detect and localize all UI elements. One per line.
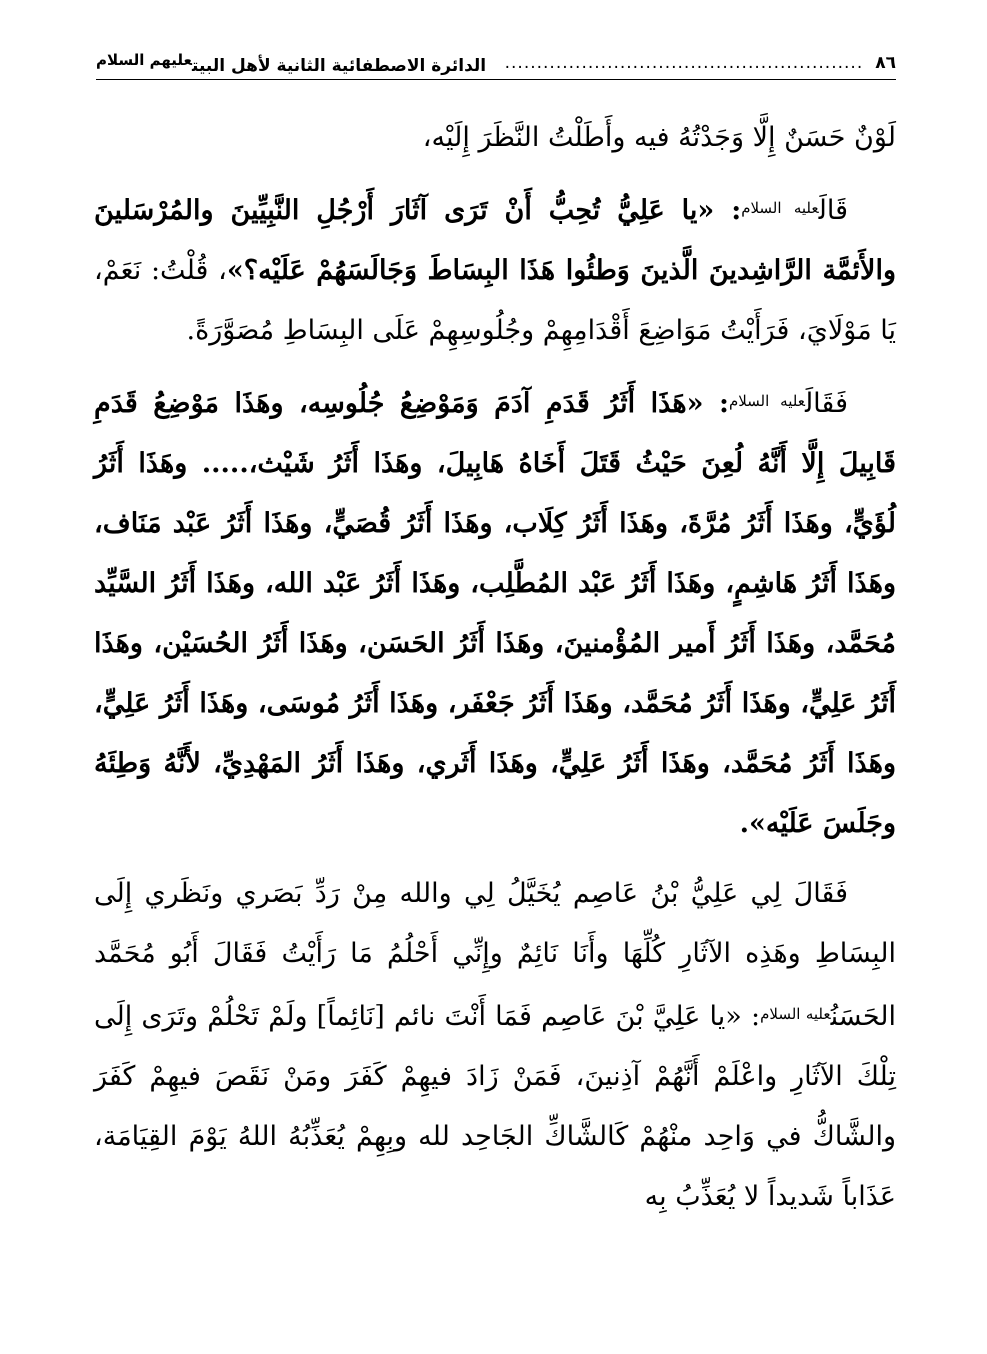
paragraph-2-honorific: عليه السلام (741, 199, 819, 217)
paragraph-4-rest: : «يا عَلِيَّ بْنَ عَاصِم فَمَا أَنْتَ نائم [نَائِماً] ولَمْ تَحْلُمْ وتَرَى إِلَى تِلْكَ الآثَارِ واعْلَمْ أَنَّهُمْ آذِنينَ، فَمَنْ زَادَ فيهِمْ كَفَرَ ومَنْ نَقَصَ فيهِمْ كَفَرَ والشَّاكُّ في وَاحِد منْهُمْ كَالشَّاكِّ الجَاحِد لله وبِهِمْ يُعَذِّبُهُ اللهُ يَوْمَ القِيَامَة، عَذَاباً شَديداً لا يُعَذِّبُ بِه (94, 1001, 896, 1212)
header-honorific: عليهم السلام (96, 50, 193, 69)
paragraph-4-lead: فَقَالَ لِي عَلِيُّ بْنُ عَاصِم يُخَيَّلُ لِي والله مِنْ رَدِّ بَصَري ونَظَري إِلَى البِسَاطِ وهَذِه الآثَارِ كُلِّهَا وأَنَا نَائِمٌ وإِنِّي أَحْلُمُ مَا رَأَيْتُ فَقَالَ أَبُو مُحَمَّد الحَسَنُ (94, 878, 896, 1032)
paragraph-3-honorific: عليه السلام (728, 392, 805, 410)
header-title-text: الدائرة الاصطفائية الثانية لأهل البيت (192, 55, 487, 76)
paragraph-1: لَوْنٌ حَسَنٌ إِلَّا وَجَدْتُهُ فيه وأَطَلْتُ النَّظَرَ إِلَيْه، (422, 122, 896, 153)
header-title (96, 51, 486, 76)
paragraph-3-intro: فَقَالَ (804, 388, 848, 419)
paragraph-4 (94, 864, 896, 1227)
paragraph-2-rest: ، قُلْتُ: نَعَمْ، يَا مَوْلَايَ، فَرَأَيْتُ مَوَاضِعَ أَقْدَامِهِمْ وجُلُوسِهِمْ عَلَى البِسَاطِ مُصَوَّرَةً. (94, 255, 896, 346)
paragraph-3 (94, 371, 896, 854)
paragraph-4-honorific: عليه السلام (760, 1005, 831, 1023)
paragraph-2-intro: قَالَ (818, 195, 848, 226)
paragraph-2 (94, 178, 896, 361)
header-rule (96, 79, 896, 80)
page-number: ٨٦ (875, 53, 896, 73)
body-text (94, 108, 896, 1237)
paragraph-2-quote: : «يا عَلِيُّ تُحِبُّ أَنْ تَرَى آثَارَ أَرْجُلِ النَّبِيِّينَ والمُرْسَلينَ والأَئمَّة الرَّاشِدينَ الَّذينَ وَطئُوا هَذَا البِسَاطَ وَجَالَسَهُمْ عَلَيْه؟» (94, 195, 896, 286)
header-leader-dots: ........................................................ (504, 53, 864, 73)
running-header (96, 50, 896, 76)
paragraph-3-quote: : «هَذَا أَثَرُ قَدَمِ آدَمَ وَمَوْضِعُ جُلُوسِه، وهَذَا مَوْضِعُ قَدَمِ قَابِيلَ إِلَّا أَنَّهُ لُعِنَ حَيْثُ قَتَلَ أَخَاهُ هَابِيلَ، وهَذَا أَثَرُ شَيْث،..... وهَذَا أَثَرُ لُؤَيٍّ، وهَذَا أَثَرُ مُرَّةَ، وهَذَا أَثَرُ كِلَاب، وهَذَا أَثَرُ قُصَيٍّ، وهَذَا أَثَرُ عَبْد مَنَاف، وهَذَا أَثَرُ هَاشِمٍ، وهَذَا أَثَرُ عَبْد المُطَّلِب، وهَذَا أَثَرُ عَبْد الله، وهَذَا أَثَرُ السَّيِّد مُحَمَّد، وهَذَا أَثَرُ أَمير المُؤْمنينَ، وهَذَا أَثَرُ الحَسَن، وهَذَا أَثَرُ الحُسَيْن، وهَذَا أَثَرُ عَلِيٍّ، وهَذَا أَثَرُ مُحَمَّد، وهَذَا أَثَرُ جَعْفَر، وهَذَا أَثَرُ مُوسَى، وهَذَا أَثَرُ عَلِيٍّ، وهَذَا أَثَرُ مُحَمَّد، وهَذَا أَثَرُ عَلِيٍّ، وهَذَا أَثَري، وهَذَا أَثَرُ المَهْدِيِّ، لأَنَّهُ وَطِئَهُ وجَلَسَ عَلَيْه». (94, 388, 896, 839)
